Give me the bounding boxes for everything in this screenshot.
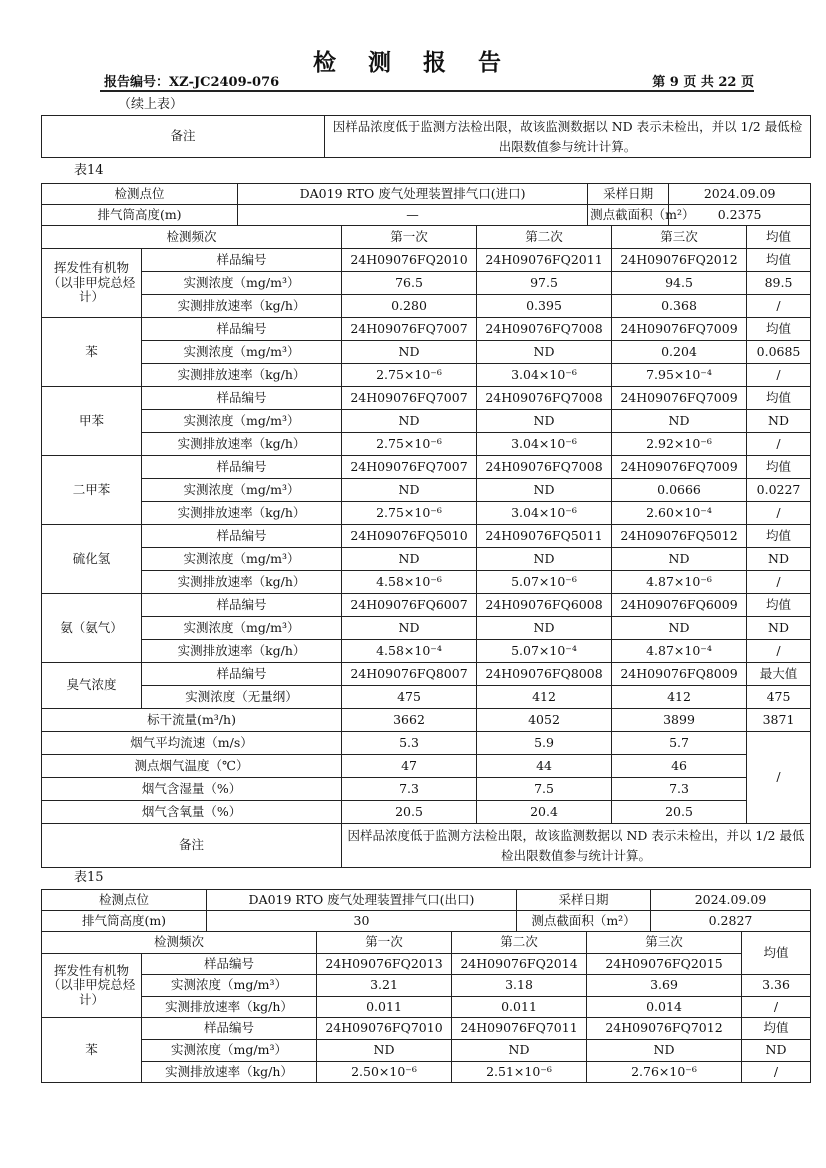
- pollutant-name: 挥发性有机物（以非甲烷总烃计）: [42, 953, 142, 1018]
- cell-mean: 均值: [747, 594, 811, 617]
- cell-value: 412: [612, 686, 747, 709]
- table-row: [42, 479, 811, 502]
- cell-value: 24H09076FQ7012: [587, 1018, 742, 1040]
- cell-value: 47: [342, 755, 477, 778]
- cell-value: 24H09076FQ6008: [477, 594, 612, 617]
- cell-mean: /: [747, 571, 811, 594]
- cell-mean: ND: [747, 410, 811, 433]
- cell-mean: 0.0685: [747, 341, 811, 364]
- cell-value: 24H09076FQ7007: [342, 456, 477, 479]
- cell-value: ND: [612, 548, 747, 571]
- table-row: [42, 387, 811, 410]
- cell-value: 2.76×10⁻⁶: [587, 1061, 742, 1083]
- cell-mean: ND: [742, 1039, 811, 1061]
- row-label: 实测排放速率（kg/h）: [142, 571, 342, 594]
- row-label: 实测浓度（mg/m³）: [142, 617, 342, 640]
- cell-value: 2.75×10⁻⁶: [342, 364, 477, 387]
- cell-value: 7.95×10⁻⁴: [612, 364, 747, 387]
- note-label: 备注: [42, 824, 342, 868]
- flow-row: [42, 709, 811, 732]
- height-label: 排气筒高度(m): [42, 205, 238, 226]
- cell-value: 2.51×10⁻⁶: [452, 1061, 587, 1083]
- row-label: 实测浓度（mg/m³）: [142, 975, 317, 997]
- cell-value: 4.58×10⁻⁴: [342, 640, 477, 663]
- cell-value: 3.21: [317, 975, 452, 997]
- pollutant-name: 苯: [42, 1018, 142, 1083]
- point-label: 检测点位: [42, 184, 238, 205]
- cell-value: 24H09076FQ7008: [477, 387, 612, 410]
- row-label: 实测排放速率（kg/h）: [142, 364, 342, 387]
- cell-value: 0.011: [452, 996, 587, 1018]
- cell-value: 3.18: [452, 975, 587, 997]
- freq-label: 检测频次: [42, 932, 317, 954]
- row-label: 样品编号: [142, 249, 342, 272]
- cell-value: 7.5: [477, 778, 612, 801]
- cell-mean: /: [747, 502, 811, 525]
- param-row: [42, 755, 811, 778]
- param-row: [42, 801, 811, 824]
- continued-label: （续上表）: [118, 97, 184, 112]
- table-row: [42, 548, 811, 571]
- cell-value: 97.5: [477, 272, 612, 295]
- table-row: [42, 502, 811, 525]
- cell-value: 0.204: [612, 341, 747, 364]
- runs-header-row: [42, 932, 811, 954]
- note-text: 因样品浓度低于监测方法检出限，故该监测数据以 ND 表示未检出，并以 1/2 最低检出限数值参与统计计算。: [342, 824, 811, 868]
- point-value: DA019 RTO 废气处理装置排气口(进口): [238, 184, 588, 205]
- cell-mean: /: [747, 640, 811, 663]
- cell-value: 0.014: [587, 996, 742, 1018]
- report-number: 报告编号：XZ-JC2409-076: [104, 75, 280, 90]
- cell-value: 5.7: [612, 732, 747, 755]
- cell-value: 24H09076FQ8008: [477, 663, 612, 686]
- freq-label: 检测频次: [42, 226, 342, 249]
- cell-value: 24H09076FQ2013: [317, 953, 452, 975]
- row-label: 实测浓度（mg/m³）: [142, 479, 342, 502]
- cell-value: 24H09076FQ7007: [342, 318, 477, 341]
- cell-mean: 均值: [747, 387, 811, 410]
- row-label: 测点烟气温度（℃）: [42, 755, 342, 778]
- cell-value: ND: [342, 617, 477, 640]
- cell-value: 5.07×10⁻⁶: [477, 571, 612, 594]
- cell-mean: ND: [747, 617, 811, 640]
- header-rule: [100, 90, 754, 92]
- table-15: [41, 889, 811, 932]
- table-row: [42, 1039, 811, 1061]
- row-label: 样品编号: [142, 525, 342, 548]
- area-label: 测点截面积（m²）: [588, 205, 669, 226]
- cell-value: 24H09076FQ5012: [612, 525, 747, 548]
- cell-value: ND: [477, 479, 612, 502]
- cell-value: ND: [477, 410, 612, 433]
- cell-value: ND: [477, 341, 612, 364]
- cell-value: 24H09076FQ2011: [477, 249, 612, 272]
- row-label: 样品编号: [142, 456, 342, 479]
- pollutant-name: 臭气浓度: [42, 663, 142, 709]
- cell-value: 76.5: [342, 272, 477, 295]
- cell-value: 24H09076FQ8007: [342, 663, 477, 686]
- row-label: 样品编号: [142, 594, 342, 617]
- top-note-table: [41, 115, 811, 158]
- row-label: 烟气平均流速（m/s）: [42, 732, 342, 755]
- row-label: 实测排放速率（kg/h）: [142, 433, 342, 456]
- cell-value: 24H09076FQ2010: [342, 249, 477, 272]
- cell-value: 5.3: [342, 732, 477, 755]
- cell-value: 2.75×10⁻⁶: [342, 433, 477, 456]
- cell-value: ND: [612, 410, 747, 433]
- table-row: [42, 1018, 811, 1040]
- row-label: 实测浓度（mg/m³）: [142, 1039, 317, 1061]
- cell-value: 412: [477, 686, 612, 709]
- cell-value: 3662: [342, 709, 477, 732]
- pollutant-name: 二甲苯: [42, 456, 142, 525]
- row-label: 实测排放速率（kg/h）: [142, 640, 342, 663]
- table-row: [42, 663, 811, 686]
- area-value: 0.2827: [651, 911, 811, 932]
- table-row: [42, 953, 811, 975]
- cell-mean: 均值: [747, 525, 811, 548]
- cell-mean: 最大值: [747, 663, 811, 686]
- pollutant-name: 氨（氨气）: [42, 594, 142, 663]
- row-label: 标干流量(m³/h): [42, 709, 342, 732]
- runs-header-row: [42, 226, 811, 249]
- cell-value: 0.011: [317, 996, 452, 1018]
- row-label: 实测浓度（mg/m³）: [142, 341, 342, 364]
- run-header: 第三次: [612, 226, 747, 249]
- table-14-body: [41, 225, 811, 868]
- cell-mean: /: [747, 364, 811, 387]
- cell-mean: 89.5: [747, 272, 811, 295]
- cell-value: 3.04×10⁻⁶: [477, 433, 612, 456]
- cell-value: 3.69: [587, 975, 742, 997]
- cell-value: 24H09076FQ8009: [612, 663, 747, 686]
- cell-mean: 3.36: [742, 975, 811, 997]
- pollutant-name: 挥发性有机物（以非甲烷总烃计）: [42, 249, 142, 318]
- cell-value: 2.75×10⁻⁶: [342, 502, 477, 525]
- date-label: 采样日期: [517, 890, 651, 911]
- row-label: 烟气含氧量（%）: [42, 801, 342, 824]
- cell-value: 24H09076FQ7007: [342, 387, 477, 410]
- table-row: [42, 295, 811, 318]
- run-header: 第一次: [317, 932, 452, 954]
- cell-value: ND: [342, 479, 477, 502]
- cell-value: 24H09076FQ2015: [587, 953, 742, 975]
- cell-value: 5.07×10⁻⁴: [477, 640, 612, 663]
- row-label: 样品编号: [142, 663, 342, 686]
- cell-value: 24H09076FQ7008: [477, 456, 612, 479]
- cell-value: ND: [587, 1039, 742, 1061]
- cell-mean: /: [747, 295, 811, 318]
- cell-mean: 均值: [742, 1018, 811, 1040]
- cell-value: ND: [452, 1039, 587, 1061]
- note-text: 因样品浓度低于监测方法检出限，故该监测数据以 ND 表示未检出，并以 1/2 最低检出限数值参与统计计算。: [325, 116, 811, 158]
- row-label: 实测排放速率（kg/h）: [142, 502, 342, 525]
- table-row: [42, 571, 811, 594]
- cell-value: 24H09076FQ6007: [342, 594, 477, 617]
- table-row: [42, 272, 811, 295]
- area-label: 测点截面积（m²）: [517, 911, 651, 932]
- date-value: 2024.09.09: [651, 890, 811, 911]
- table-row: [42, 341, 811, 364]
- row-label: 实测排放速率（kg/h）: [142, 996, 317, 1018]
- cell-value: 3.04×10⁻⁶: [477, 502, 612, 525]
- cell-value: 0.368: [612, 295, 747, 318]
- cell-mean: /: [742, 1061, 811, 1083]
- cell-mean: /: [747, 433, 811, 456]
- cell-value: ND: [317, 1039, 452, 1061]
- height-value: —: [238, 205, 588, 226]
- cell-mean: ND: [747, 548, 811, 571]
- cell-mean: /: [747, 732, 811, 824]
- run-header: 第二次: [477, 226, 612, 249]
- pollutant-name: 苯: [42, 318, 142, 387]
- cell-value: 24H09076FQ7011: [452, 1018, 587, 1040]
- table-15-body: [41, 931, 811, 1083]
- cell-value: 2.50×10⁻⁶: [317, 1061, 452, 1083]
- cell-value: ND: [342, 341, 477, 364]
- cell-value: 20.4: [477, 801, 612, 824]
- table-row: [42, 525, 811, 548]
- param-row: [42, 732, 811, 755]
- cell-value: 24H09076FQ6009: [612, 594, 747, 617]
- cell-value: 46: [612, 755, 747, 778]
- point-value: DA019 RTO 废气处理装置排气口(出口): [207, 890, 517, 911]
- cell-mean: 475: [747, 686, 811, 709]
- row-label: 样品编号: [142, 953, 317, 975]
- page-indicator: 第 9 页 共 22 页: [652, 75, 754, 90]
- area-value: 0.2375: [669, 205, 811, 226]
- table-row: [42, 456, 811, 479]
- row-label: 样品编号: [142, 387, 342, 410]
- cell-value: 2.60×10⁻⁴: [612, 502, 747, 525]
- cell-value: 20.5: [342, 801, 477, 824]
- note-row: [42, 824, 811, 868]
- cell-value: 24H09076FQ7009: [612, 318, 747, 341]
- cell-mean: 均值: [747, 318, 811, 341]
- run-header: 第三次: [587, 932, 742, 954]
- cell-value: 7.3: [612, 778, 747, 801]
- height-value: 30: [207, 911, 517, 932]
- table14-caption: 表14: [74, 163, 104, 178]
- cell-value: 3899: [612, 709, 747, 732]
- point-label: 检测点位: [42, 890, 207, 911]
- cell-value: 2.92×10⁻⁶: [612, 433, 747, 456]
- row-label: 样品编号: [142, 1018, 317, 1040]
- table-row: [42, 364, 811, 387]
- row-label: 实测排放速率（kg/h）: [142, 1061, 317, 1083]
- cell-value: 4052: [477, 709, 612, 732]
- height-label: 排气筒高度(m): [42, 911, 207, 932]
- row-label: 实测浓度（mg/m³）: [142, 272, 342, 295]
- cell-value: ND: [477, 548, 612, 571]
- cell-mean: /: [742, 996, 811, 1018]
- cell-value: 7.3: [342, 778, 477, 801]
- cell-value: 5.9: [477, 732, 612, 755]
- cell-value: 4.87×10⁻⁶: [612, 571, 747, 594]
- cell-value: 24H09076FQ5010: [342, 525, 477, 548]
- table-14: [41, 183, 811, 226]
- cell-value: 24H09076FQ7010: [317, 1018, 452, 1040]
- cell-value: 0.395: [477, 295, 612, 318]
- table-row: [42, 640, 811, 663]
- cell-value: 24H09076FQ7009: [612, 456, 747, 479]
- param-row: [42, 778, 811, 801]
- cell-mean: 均值: [747, 249, 811, 272]
- mean-header: 均值: [747, 226, 811, 249]
- cell-value: ND: [342, 410, 477, 433]
- cell-value: 94.5: [612, 272, 747, 295]
- cell-value: 20.5: [612, 801, 747, 824]
- cell-value: 0.0666: [612, 479, 747, 502]
- run-header: 第一次: [342, 226, 477, 249]
- cell-value: ND: [342, 548, 477, 571]
- row-label: 实测排放速率（kg/h）: [142, 295, 342, 318]
- table-row: [42, 410, 811, 433]
- cell-mean: 0.0227: [747, 479, 811, 502]
- table-row: [42, 996, 811, 1018]
- table-row: [42, 433, 811, 456]
- cell-value: 4.87×10⁻⁴: [612, 640, 747, 663]
- date-label: 采样日期: [588, 184, 669, 205]
- cell-value: 24H09076FQ5011: [477, 525, 612, 548]
- row-label: 实测浓度（mg/m³）: [142, 410, 342, 433]
- row-label: 实测浓度（mg/m³）: [142, 548, 342, 571]
- row-label: 样品编号: [142, 318, 342, 341]
- cell-value: 0.280: [342, 295, 477, 318]
- table-row: [42, 318, 811, 341]
- cell-value: 3.04×10⁻⁶: [477, 364, 612, 387]
- cell-value: ND: [477, 617, 612, 640]
- row-label: 烟气含湿量（%）: [42, 778, 342, 801]
- cell-value: 24H09076FQ2014: [452, 953, 587, 975]
- run-header: 第二次: [452, 932, 587, 954]
- cell-value: ND: [612, 617, 747, 640]
- pollutant-name: 硫化氢: [42, 525, 142, 594]
- cell-value: 24H09076FQ7009: [612, 387, 747, 410]
- table-row: [42, 975, 811, 997]
- table15-caption: 表15: [74, 870, 104, 885]
- cell-mean: 3871: [747, 709, 811, 732]
- table-row: [42, 1061, 811, 1083]
- cell-value: 24H09076FQ7008: [477, 318, 612, 341]
- cell-value: 475: [342, 686, 477, 709]
- mean-header: 均值: [742, 932, 811, 975]
- table-row: [42, 617, 811, 640]
- cell-mean: 均值: [747, 456, 811, 479]
- row-label: 实测浓度（无量纲）: [142, 686, 342, 709]
- table-row: [42, 594, 811, 617]
- pollutant-name: 甲苯: [42, 387, 142, 456]
- date-value: 2024.09.09: [669, 184, 811, 205]
- table-row: [42, 686, 811, 709]
- note-label: 备注: [42, 116, 325, 158]
- cell-value: 44: [477, 755, 612, 778]
- cell-value: 4.58×10⁻⁶: [342, 571, 477, 594]
- cell-value: 24H09076FQ2012: [612, 249, 747, 272]
- report-title: 检 测 报 告: [312, 49, 514, 76]
- table-row: [42, 249, 811, 272]
